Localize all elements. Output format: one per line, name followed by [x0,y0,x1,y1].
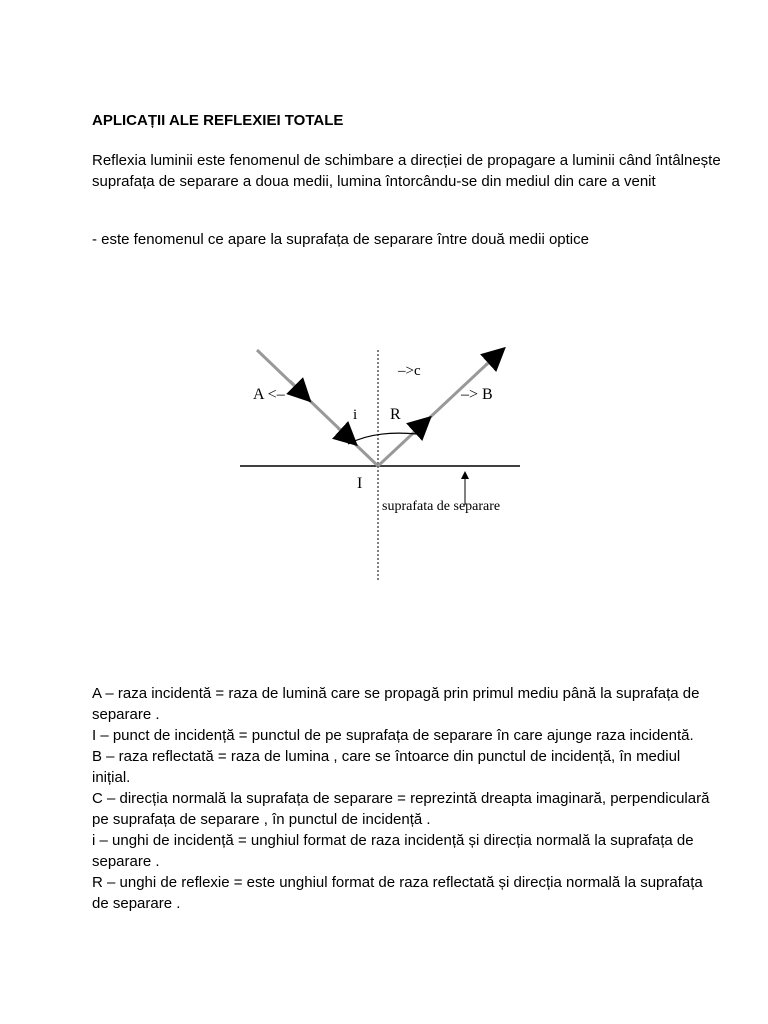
definitions-list [92,683,722,914]
label-r: R [390,406,401,423]
definition-i-point: I – punct de incidență = punctul de pe suprafața de separare în care ajunge raza incidentă. [92,727,694,744]
label-i: i [353,407,358,423]
label-c: –>c [398,363,421,379]
reflection-diagram [235,340,565,590]
incident-ray-arrow-2 [338,428,349,438]
label-a: A <– [253,386,285,403]
document-title: APLICAȚII ALE REFLEXIEI TOTALE [92,112,344,129]
reflection-diagram-svg [235,340,565,590]
definition-c: C – direcția normală la suprafața de separare = reprezintă dreapta imaginară, perpendiculară pe suprafața de separare , în punctul de incidență . [92,790,710,828]
label-point-i: I [357,475,363,492]
label-surface: suprafata de separare [382,499,501,514]
intro-paragraph: Reflexia luminii este fenomenul de schimbare a direcției de propagare a luminii când întâlnește suprafața de separare a doua medii, lumina întorcându-se din mediul din care a venit [92,152,721,190]
definition-b: B – raza reflectată = raza de lumina , care se întoarce din punctul de incidență, în mediul inițial. [92,748,681,786]
definition-r: R – unghi de reflexie = este unghiul format de raza reflectată și direcția normală la suprafața de separare . [92,874,703,912]
incident-ray [257,350,378,466]
intro-paragraph-2: - este fenomenul ce apare la suprafața de separare între două medii optice [92,231,589,248]
incident-ray-arrow [290,381,303,394]
definition-a: A – raza incidentă = raza de lumină care se propagă prin primul mediu până la suprafața de separare . [92,685,700,723]
reflected-ray-arrow-2 [486,355,497,365]
definition-i-angle: i – unghi de incidență = unghiul format de raza incidență și direcția normală la suprafața de separare . [92,832,694,870]
label-b: –> B [461,386,493,403]
